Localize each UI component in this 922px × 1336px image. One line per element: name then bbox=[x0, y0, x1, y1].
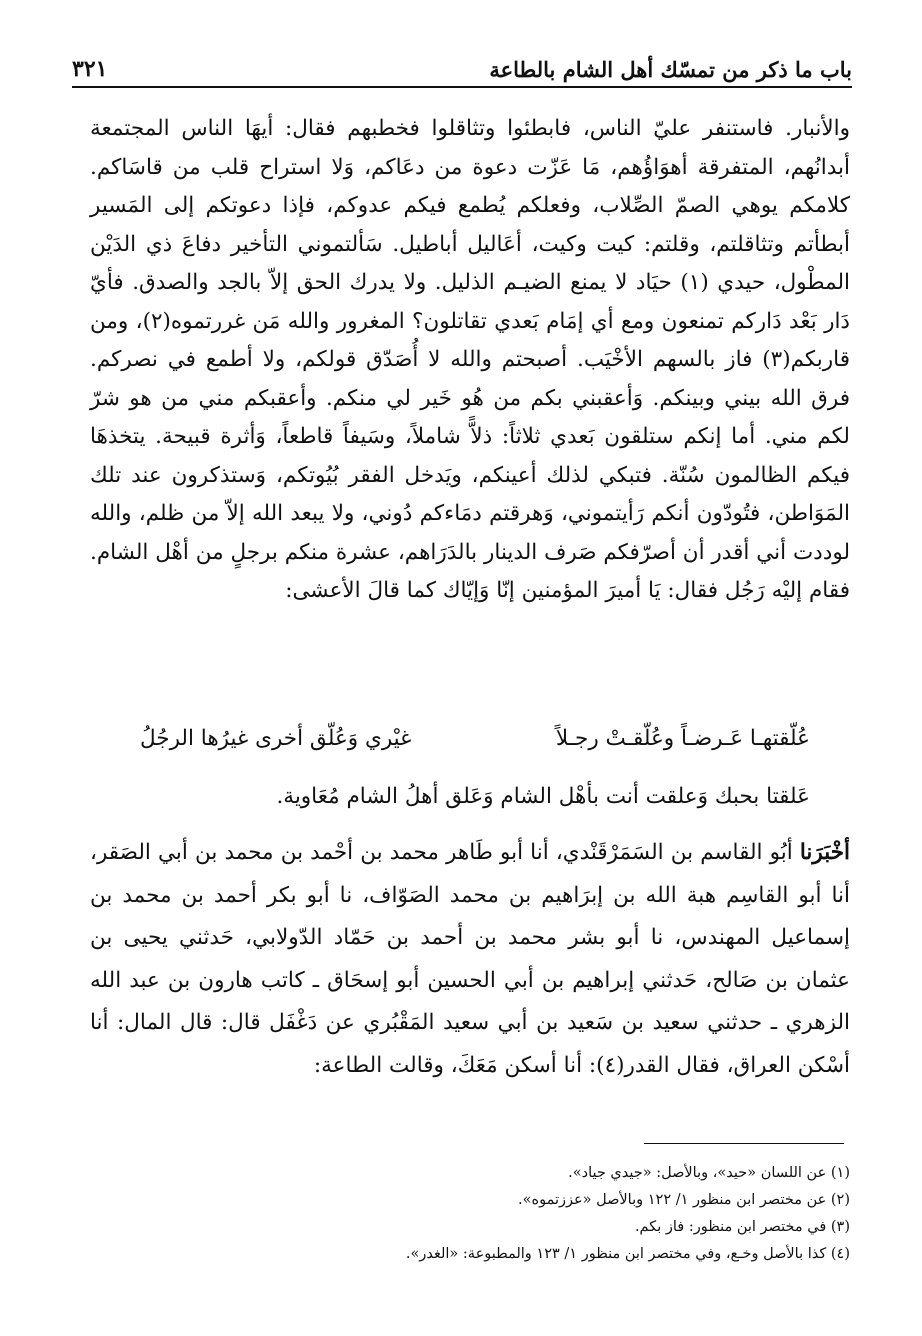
isnad-lead-word: أخْبَرَنا bbox=[799, 840, 851, 865]
verse-second-hemistich: غيْري وَعُلّق أخرى غيرُها الرجُلُ bbox=[140, 726, 412, 751]
isnad-paragraph bbox=[90, 832, 850, 1087]
page-number: ٣٢١ bbox=[72, 56, 108, 82]
main-paragraph: والأنبار. فاستنفر عليّ الناس، فابطئوا وتثاقلوا فخطبهم فقال: أيهَا الناس المجتمعة أبدانُهم، المتفرقة أهوَاؤُهم، مَا عَزّت دعوة من دعَاكم، وَلا استراح قلب من قاسَاكم. كلامكم يوهي الصمّ الصِّلاب، وفعلكم يُطمع فيكم عدوكم، فإذا دعوتكم إلى المَسير أبطأتم وتثاقلتم، وقلتم: كيت وكيت، أعَاليل أباطيل. سَألتموني التأخير دفاعَ ذي الدَيْن المطْول، حيدي (١) حيَاد لا يمنع الضيـم الذليل. ولا يدرك الحق إلاّ بالجد والصدق. فأيّ دَار بَعْد دَاركم تمنعون ومع أي إمَام بَعدي تقاتلون؟ المغرور والله مَن غررتموه(٢)، ومن قاربكم(٣) فاز بالسهم الأخْيَب. أصبحتم والله لا أُصَدّق قولكم، ولا أطمع في نصركم. فرق الله بيني وبينكم. وَأعقبني بكم من هُو خَير لي منكم. وأعقبكم مني من هو شرّ لكم مني. أما إنكم ستلقون بَعدي ثلاثاً: ذلاًّ شاملاً، وسَيفاً قاطعاً، وَأثرة قبيحة. يتخذهَا فيكم الظالمون سُنّة. فتبكي لذلك أعينكم، ويَدخل الفقر بُيُوتكم، وَستذكرون عند تلك المَوَاطن، فتُودّون أنكم رَأيتموني، وَهرقتم دمَاءكم دُوني، ولا يبعد الله إلاّ من ظلم، والله لوددت أني أقدر أن أصرّفكم صَرف الدينار بالدَرَاهم، عشرة منكم برجلٍ من أهْل الشام. فقام إليْه رَجُل فقال: يَا أميرَ المؤمنين إنّا وَإيّاك كما قالَ الأعشى: bbox=[90, 116, 850, 603]
verse-first-hemistich: عُلّقتهـا عَـرضـاً وعُلّقـتْ رجـلاً bbox=[555, 726, 810, 751]
page-header bbox=[72, 46, 852, 88]
poetry-verse bbox=[90, 726, 850, 766]
footnotes bbox=[200, 1160, 850, 1268]
footnote: (٢) عن مختصر ابن منظور ١/ ١٢٢ وبالأصل «عززتموه». bbox=[518, 1192, 850, 1208]
footnote: (١) عن اللسان «حيد»، وبالأصل: «جيدي جياد». bbox=[568, 1165, 850, 1181]
footnote: (٤) كذا بالأصل وخـع، وفي مختصر ابن منظور ١/ ١٢٣ والمطبوعة: «الغدر». bbox=[405, 1246, 850, 1262]
footnote: (٣) في مختصر ابن منظور: فاز بكم. bbox=[634, 1219, 850, 1235]
verse-commentary: عَلقتا بحبك وَعلقت أنت بأهْل الشام وَعَلق أهلُ الشام مُعَاوية. bbox=[276, 784, 810, 809]
footnote-divider bbox=[644, 1143, 844, 1144]
running-title: باب ما ذكر من تمسّك أهل الشام بالطاعة bbox=[489, 57, 852, 82]
main-text bbox=[90, 110, 850, 611]
isnad-text: أبُو القاسم بن السَمَرْقَنْدي، أنا أبو طَاهر محمد بن أحْمد بن محمد بن أبي الصَقر، أنا أبو القاسِم هبة الله بن إبرَاهيم بن محمد الصَوّاف، نا أبو بكر أحمد بن محمد بن إسماعيل المهندس، نا أبو بشر محمد بن أحمد بن حَمّاد الدّولابي، حَدثني يحيى بن عثمان بن صَالح، حَدثني إبراهيم بن أبي الحسين أبو إسحَاق ـ كاتب هارون بن عبد الله الزهري ـ حدثني سعيد بن سَعيد بن أبي سعيد المَقْبُري عن دَغْفَل قال: قال المال: أنا أسْكن العراق، فقال القدر(٤): أنا أسكن مَعَكَ، وقالت الطاعة: bbox=[90, 840, 850, 1078]
